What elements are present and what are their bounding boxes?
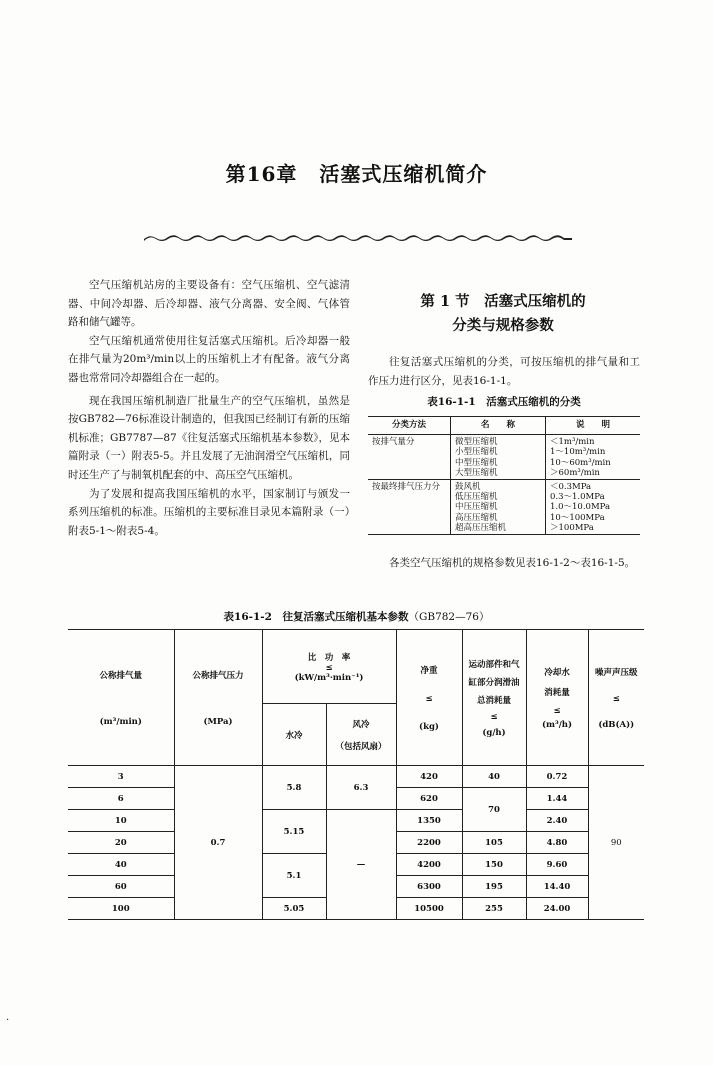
table-row [68,810,644,832]
section-paragraph: 往复活塞式压缩机的分类，可按压缩机的排气量和工作压力进行区分，见表16-1-1。 [368,356,640,387]
weight-cell: 420 [396,766,462,788]
table1-name: 超高压压缩机 [455,523,507,534]
table1-name: 微型压缩机 [455,437,498,447]
header-power [262,630,396,704]
table1-notes [546,435,641,480]
header-flow [68,630,174,766]
table1-names [451,479,546,534]
weight-cell: 620 [396,788,462,810]
table1-notes [546,479,641,534]
table2-caption-standard: （GB782—76） [408,611,490,623]
section-title [368,290,638,338]
weight-cell: 6300 [396,876,462,898]
table1-name: 鼓风机 [455,481,481,492]
header-note: （包括风扇） [335,741,387,752]
table1-note: ＜0.3MPa [550,481,592,492]
table-row [368,435,640,480]
air-power-cell: 6.3 [326,766,396,810]
header-text: 噪声声压级 [594,667,638,678]
decorative-divider [144,233,572,243]
table1-name: 大型压缩机 [455,468,498,479]
oil-cell: 195 [462,876,526,898]
flow-cell: 6 [68,788,174,810]
margin-mark: . [6,1012,10,1023]
flow-cell: 20 [68,832,174,854]
section-title-line1: 第 1 节 活塞式压缩机的 [420,293,586,310]
table1-header: 名 称 [451,417,546,435]
chapter-number: 第16章 [225,162,298,186]
header-text: 总消耗量 [476,695,511,706]
header-unit: (m³/h) [541,719,573,730]
intro-paragraph: 现在我国压缩机制造厂批量生产的空气压缩机，虽然是按GB782—76标准设计制造的，但我国已经制订有新的压缩机标准；GB7787—87《往复活塞式压缩机基本参数》，见本篇附录（一）附表5-5。并且发展了无油润滑空气压缩机，同时还生产了与制氧机配套的中、高压空气压缩机。 [68,394,350,481]
water-cell: 14.40 [526,876,588,898]
weight-cell: 2200 [396,832,462,854]
table1-note: ＞100MPa [550,523,594,534]
table1-note: 10～100MPa [550,512,605,523]
header-unit: (dB(A)) [598,719,635,730]
header-text: 公称排气压力 [192,670,244,681]
header-le: ≤ [612,693,620,704]
header-text: 运动部件和气 [468,659,520,670]
header-text: 缸部分润滑油 [468,677,520,688]
water-cell: 0.72 [526,766,588,788]
table1-method: 按最终排气压力分 [368,479,451,534]
table1-name: 中压压缩机 [455,502,498,513]
chapter-name: 活塞式压缩机简介 [319,162,488,186]
noise-cell: 90 [588,766,644,920]
flow-cell: 40 [68,854,174,876]
weight-cell: 4200 [396,854,462,876]
table2-caption [0,609,713,624]
header-air-cooled [326,704,396,766]
flow-cell: 60 [68,876,174,898]
table-row [368,479,640,534]
header-water-cooled: 水冷 [262,704,326,766]
oil-cell: 40 [462,766,526,788]
header-oil [462,630,526,766]
header-text: 比 功 率 [307,652,351,663]
water-cell: 2.40 [526,810,588,832]
table1-note: 1.0～10.0MPa [550,502,611,513]
intro-paragraph: 空气压缩机站房的主要设备有：空气压缩机、空气滤清器、中间冷却器、后冷却器、液气分离器、安全阀、气体管路和储气罐等。 [68,279,350,329]
intro-paragraph: 为了发展和提高我国压缩机的水平，国家制订与颁发一系列压缩机的标准。压缩机的主要标准目录见本篇附录（一）附表5-1～附表5-4。 [68,487,350,537]
air-power-cell: — [326,810,396,920]
table1-name: 低压压缩机 [455,492,498,503]
oil-cell: 150 [462,854,526,876]
table1-header: 说 明 [546,417,641,435]
header-le: ≤ [325,662,333,673]
table1-note: ＞60m³/min [550,468,600,479]
table1-name: 高压压缩机 [455,512,498,523]
parameters-table [68,629,644,920]
oil-cell: 255 [462,898,526,920]
table2-caption-title: 表16-1-2 往复活塞式压缩机基本参数 [223,611,409,623]
table1-note: ＜1m³/min [550,437,595,447]
intro-paragraph: 空气压缩机通常使用往复活塞式压缩机。后冷却器一般在排气量为20m³/min以上的压缩机上才有配备。液气分离器也常常同冷却器组合在一起的。 [68,334,350,384]
header-text: 冷却水 [544,667,570,678]
flow-cell: 10 [68,810,174,832]
water-cell: 9.60 [526,854,588,876]
water-power-cell: 5.05 [262,898,326,920]
flow-cell: 3 [68,766,174,788]
table1-caption: 表16-1-1 活塞式压缩机的分类 [427,396,581,408]
header-weight [396,630,462,766]
weight-cell: 10500 [396,898,462,920]
header-le: ≤ [425,693,433,704]
water-power-cell: 5.8 [262,766,326,810]
pressure-cell: 0.7 [174,766,262,920]
header-unit: (m³/min) [99,716,142,727]
table1-method: 按排气量分 [372,437,415,447]
table1-note: 0.3～1.0MPa [550,492,605,503]
header-water [526,630,588,766]
water-power-cell: 5.1 [262,854,326,898]
classification-table [368,416,640,535]
flow-cell: 100 [68,898,174,920]
intro-text [68,276,350,540]
table1-note: 10～60m³/min [550,457,611,468]
header-unit: (MPa) [203,716,233,727]
table1-header: 分类方法 [368,417,451,435]
header-text: 公称排气量 [99,670,142,681]
header-unit: (g/h) [482,727,506,738]
header-le: ≤ [490,711,498,722]
header-text: 消耗量 [544,687,570,698]
table1-note: 1～10m³/min [550,447,606,458]
table-row [68,766,644,788]
table1-name: 小型压缩机 [455,447,498,458]
water-cell: 4.80 [526,832,588,854]
water-power-cell: 5.15 [262,810,326,854]
header-pressure [174,630,262,766]
chapter-title [0,158,713,187]
header-le: ≤ [553,705,561,716]
reference-paragraph: 各类空气压缩机的规格参数见表16-1-2～表16-1-5。 [389,557,636,569]
weight-cell: 1350 [396,810,462,832]
section-title-line2: 分类与规格参数 [452,317,554,334]
header-unit: (kW/m³·min⁻¹) [294,672,364,683]
table1-names [451,435,546,480]
header-text: 风冷 [352,719,370,730]
oil-cell: 105 [462,832,526,854]
header-text: 净重 [420,665,438,676]
header-unit: (kg) [419,721,439,732]
water-cell: 24.00 [526,898,588,920]
oil-cell: 70 [462,788,526,832]
table1-name: 中型压缩机 [455,457,498,468]
header-noise [588,630,644,766]
water-cell: 1.44 [526,788,588,810]
